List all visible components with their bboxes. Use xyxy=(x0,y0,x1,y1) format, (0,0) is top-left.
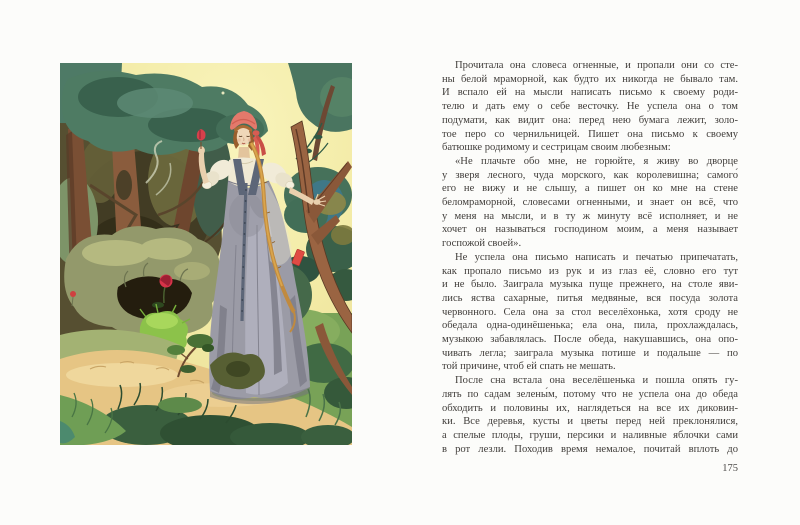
text-line: червонного. Села она за стол веселёхонька, хотя сроду не xyxy=(442,306,738,318)
text-line: у зверя лесного, чуда морского, как королевишна; самого́ xyxy=(442,169,738,181)
text-line: Прочитала она словеса огненные, и пропали они со сте- xyxy=(455,60,738,71)
text-line: И вспало ей на мысли написать письмо к своему роди- xyxy=(442,87,738,99)
text-line: госпожой своей». xyxy=(442,238,522,250)
text-line: Не успела она письмо написать и печатью припечатать, xyxy=(455,251,738,263)
text-line: обедала одна-одинёшенька; ела она, пила, прохлаждалась, xyxy=(442,320,738,332)
text-line: у меня на мысли, и в ту ж минуту всё исполняет, и не xyxy=(442,210,738,222)
text-line: лись яства сахарные, питья медвяные, вся посуда золота xyxy=(442,292,738,304)
text-line: батюшке родимому и сестрицам своим любезным: xyxy=(442,142,671,154)
text-line: той причине, чтоб ей спать не мешать. xyxy=(442,361,616,373)
paragraph xyxy=(442,59,738,155)
text-line: его не вижу и не слышу, а пишет он ко мне на стене xyxy=(442,183,738,195)
text-line: хочет он называться господином моим, а меня называет xyxy=(442,224,738,236)
book-illustration xyxy=(60,63,352,445)
text-line: обходить и половины их, наглядеться на все их диковин- xyxy=(442,402,738,414)
text-line: После сна встала она веселёшенька и пошла опять гу- xyxy=(455,375,738,387)
text-line: как пропало письмо из рук и из глаз её, словно его тут xyxy=(442,265,738,277)
paragraph xyxy=(442,374,738,456)
text-line: чивать легла; заиграла музыка потише и подальше — по xyxy=(442,347,738,359)
text-line: лять по садам зелены́м, потому что не успела она до обеда xyxy=(442,388,738,400)
text-line: беломраморной, словесами огненными, и знает он всё, что xyxy=(442,197,738,209)
text-line: подумати, как видит она: перед нею бумага лежит, золо- xyxy=(442,114,738,126)
text-line: а спелые плоды, груши, персики и наливные яблочки сами xyxy=(442,429,738,441)
paragraph xyxy=(442,251,738,374)
page-number: 175 xyxy=(722,463,738,474)
light-speck xyxy=(222,92,225,95)
text-line: и не было. Заиграла музыка пуще прежнего, на столе яви- xyxy=(442,279,738,291)
small-red-flower xyxy=(70,291,76,297)
text-line: телю и дать ему о себе весточку. Не успела она о том xyxy=(442,101,738,113)
text-line: в рот лезли. Походив время немалое, почитай вплоть до xyxy=(442,443,738,455)
illustration-art xyxy=(60,63,352,445)
text-line: ны белой мраморной, как будто их никогда не бывало там. xyxy=(442,73,738,85)
text-line: тое перо со чернильницей. Пишет она письмо к своему xyxy=(442,128,738,140)
text-line: музыкою забавлялась. После обеда, накушавшись, она опо- xyxy=(442,334,738,346)
sage-bush xyxy=(64,226,222,334)
text-column xyxy=(442,59,738,456)
girl-neck xyxy=(238,147,250,159)
text-line: ки. Все деревья, кусты и цветы перед ней преклонялися, xyxy=(442,416,738,428)
paragraph xyxy=(442,155,738,251)
text-line: «Не плачьте обо мне, не горюйте, я живу во дворце xyxy=(455,155,738,167)
